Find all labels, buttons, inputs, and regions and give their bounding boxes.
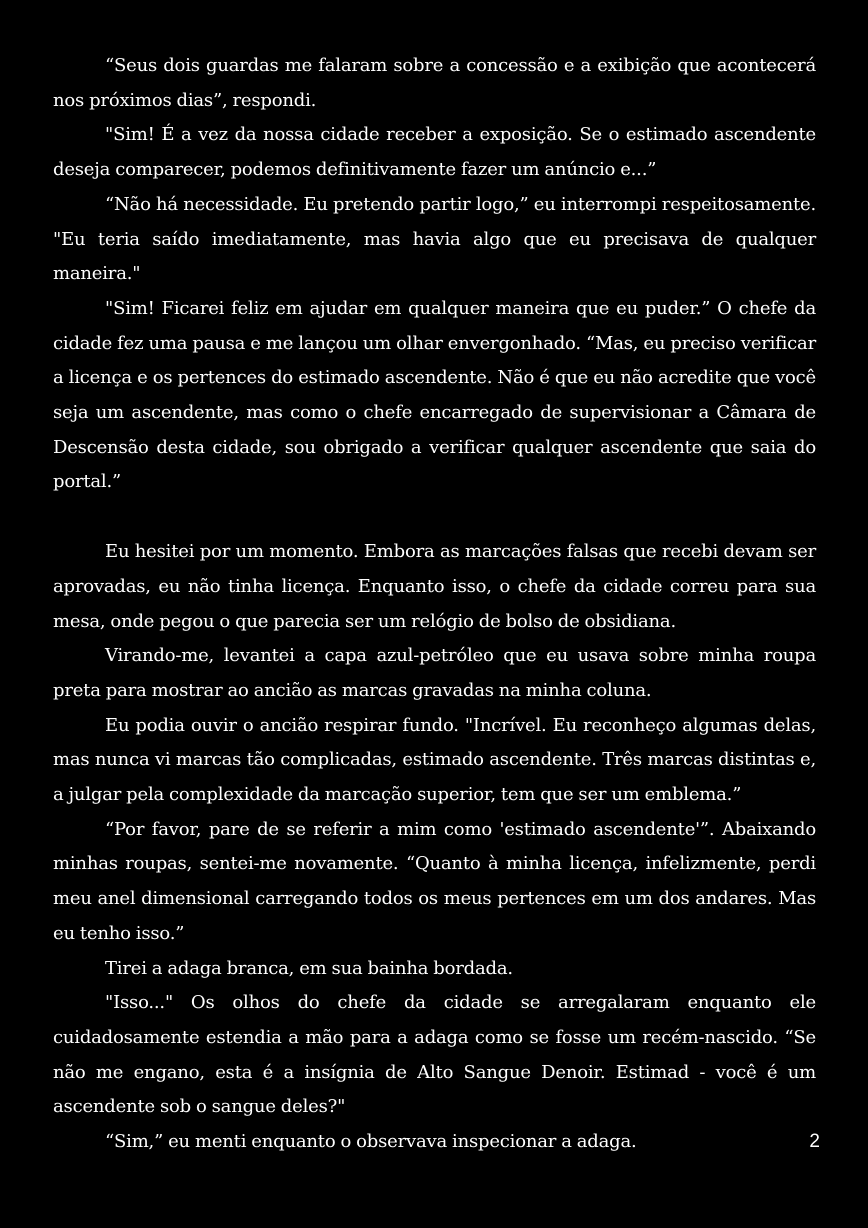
paragraph: "Sim! Ficarei feliz em ajudar em qualquer maneira que eu puder.” O chefe da cidade fez uma pausa e me lançou um olhar envergonhado. “Mas, eu preciso verificar a licença e os pertences do estimado ascendente. Não é que eu não acredite que você seja um ascendente, mas como o chefe encarregado de supervisionar a Câmara de Descensão desta cidade, sou obrigado a verificar qualquer ascendente que saia do portal.”	[53, 297, 816, 493]
paragraph: Tirei a adaga branca, em sua bainha bordada.	[105, 957, 513, 979]
page-body	[53, 49, 816, 1160]
section-break	[53, 500, 816, 535]
paragraph: "Sim! É a vez da nossa cidade receber a exposição. Se o estimado ascendente deseja comparecer, podemos definitivamente fazer um anúncio e...”	[53, 124, 816, 181]
paragraph: "Isso..." Os olhos do chefe da cidade se arregalaram enquanto ele cuidadosamente estendia a mão para a adaga como se fosse um recém-nascido. “Se não me engano, esta é a insígnia de Alto Sangue Denoir. Estimad - você é um ascendente sob o sangue deles?"	[53, 992, 816, 1118]
paragraph: Eu hesitei por um momento. Embora as marcações falsas que recebi devam ser aprovadas, eu não tinha licença. Enquanto isso, o chefe da cidade correu para sua mesa, onde pegou o que parecia ser um relógio de bolso de obsidiana.	[53, 541, 816, 632]
page-number: 2	[809, 1131, 820, 1152]
paragraph: “Por favor, pare de se referir a mim como 'estimado ascendente'”. Abaixando minhas roupas, sentei-me novamente. “Quanto à minha licença, infelizmente, perdi meu anel dimensional carregando todos os meus pertences em um dos andares. Mas eu tenho isso.”	[53, 818, 816, 944]
paragraph: Eu podia ouvir o ancião respirar fundo. "Incrível. Eu reconheço algumas delas, mas nunca vi marcas tão complicadas, estimado ascendente. Três marcas distintas e, a julgar pela complexidade da marcação superior, tem que ser um emblema.”	[53, 714, 816, 806]
paragraph: “Seus dois guardas me falaram sobre a concessão e a exibição que acontecerá nos próximos dias”, respondi.	[53, 55, 816, 111]
paragraph: Virando-me, levantei a capa azul-petróleo que eu usava sobre minha roupa preta para mostrar ao ancião as marcas gravadas na minha coluna.	[53, 645, 816, 701]
paragraph: “Sim,” eu menti enquanto o observava inspecionar a adaga.	[105, 1131, 637, 1153]
paragraph: “Não há necessidade. Eu pretendo partir logo,” eu interrompi respeitosamente. "Eu teria saído imediatamente, mas havia algo que eu precisava de qualquer maneira."	[53, 193, 816, 285]
